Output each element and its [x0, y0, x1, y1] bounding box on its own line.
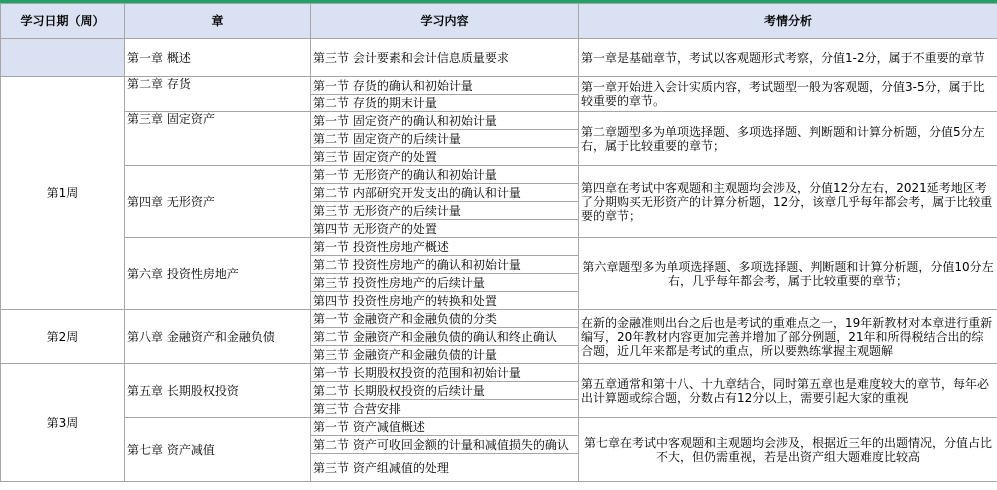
header-chapter: 章	[125, 4, 311, 39]
chapter-cell: 第一章 概述	[125, 39, 311, 77]
table-row	[1, 77, 997, 95]
section-cell: 第二节 固定资产的后续计量	[311, 130, 579, 148]
table-row	[1, 364, 997, 382]
section-cell: 第二节 资产可收回金额的计量和减值损失的确认	[311, 436, 579, 454]
section-cell: 第二节 存货的期末计量	[311, 95, 579, 112]
chapter-cell: 第五章 长期股权投资	[125, 364, 311, 418]
analysis-cell: 第七章在考试中客观题和主观题均会涉及，根据近三年的出题情况，分值占比不大，但仍需重视，若是出资产组大题难度比较高	[579, 418, 997, 482]
chapter-cell: 第三章 固定资产	[125, 112, 311, 166]
section-cell: 第三节 会计要素和会计信息质量要求	[311, 39, 579, 77]
analysis-cell: 第五章通常和第十八、十九章结合，同时第五章也是难度较大的章节，每年必出计算题或综合题，分数占有12分以上，需要引起大家的重视	[579, 364, 997, 418]
section-cell: 第三节 资产组减值的处理	[311, 454, 579, 482]
analysis-cell: 第四章在考试中客观题和主观题均会涉及，分值12分左右，2021延考地区考了分期购买无形资产的计算分析题，12分，该章几乎每年都会考，属于比较重要的章节；	[579, 166, 997, 238]
chapter-cell: 第六章 投资性房地产	[125, 238, 311, 310]
section-cell: 第一节 资产减值概述	[311, 418, 579, 436]
section-cell: 第一节 存货的确认和初始计量	[311, 77, 579, 95]
section-cell: 第四节 投资性房地产的转换和处置	[311, 292, 579, 310]
section-cell: 第二节 长期股权投资的后续计量	[311, 382, 579, 400]
analysis-cell: 在新的金融准则出台之后也是考试的重难点之一，19年新教材对本章进行重新编写，20年教材内容更加完善并增加了部分例题，21年和所得税结合出的综合题，近几年来都是考试的重点，所以要熟练掌握主观题解	[579, 310, 997, 364]
section-cell: 第二节 投资性房地产的确认和初始计量	[311, 256, 579, 274]
section-cell: 第一节 投资性房地产概述	[311, 238, 579, 256]
analysis-cell: 第六章题型多为单项选择题、多项选择题、判断题和计算分析题，分值10分左右，几乎每年都会考，属于比较重要的章节；	[579, 238, 997, 310]
section-cell: 第二节 内部研究开发支出的确认和计量	[311, 184, 579, 202]
section-cell: 第二节 金融资产和金融负债的确认和终止确认	[311, 328, 579, 346]
section-cell: 第一节 固定资产的确认和初始计量	[311, 112, 579, 130]
section-cell: 第三节 无形资产的后续计量	[311, 202, 579, 220]
section-cell: 第一节 金融资产和金融负债的分类	[311, 310, 579, 328]
section-cell: 第四节 无形资产的处置	[311, 220, 579, 238]
chapter-cell: 第七章 资产减值	[125, 418, 311, 482]
header-analysis: 考情分析	[579, 4, 997, 39]
table-row	[1, 238, 997, 256]
header-content: 学习内容	[311, 4, 579, 39]
week-cell: 第2周	[1, 310, 125, 364]
section-cell: 第三节 金融资产和金融负债的计量	[311, 346, 579, 364]
analysis-cell: 第一章是基础章节，考试以客观题形式考察，分值1-2分，属于不重要的章节	[579, 39, 997, 77]
table-row	[1, 112, 997, 130]
section-cell: 第三节 固定资产的处置	[311, 148, 579, 166]
week-cell: 第3周	[1, 364, 125, 482]
section-cell: 第一节 无形资产的确认和初始计量	[311, 166, 579, 184]
week-cell: 第1周	[1, 77, 125, 310]
header-week: 学习日期（周）	[1, 4, 125, 39]
section-cell: 第三节 投资性房地产的后续计量	[311, 274, 579, 292]
analysis-cell: 第二章题型多为单项选择题、多项选择题、判断题和计算分析题，分值5分左右，属于比较重要的章节；	[579, 112, 997, 166]
week-cell-blank	[1, 39, 125, 77]
table-row	[1, 166, 997, 184]
header-row	[1, 4, 997, 39]
chapter-cell: 第二章 存货	[125, 77, 311, 112]
table-row	[1, 39, 997, 77]
analysis-cell: 第一章开始进入会计实质内容，考试题型一般为客观题，分值3-5分，属于比较重要的章节。	[579, 77, 997, 112]
table-row	[1, 418, 997, 436]
study-plan-table	[0, 3, 997, 482]
table-row	[1, 310, 997, 328]
chapter-cell: 第四章 无形资产	[125, 166, 311, 238]
section-cell: 第三节 合营安排	[311, 400, 579, 418]
chapter-cell: 第八章 金融资产和金融负债	[125, 310, 311, 364]
section-cell: 第一节 长期股权投资的范围和初始计量	[311, 364, 579, 382]
